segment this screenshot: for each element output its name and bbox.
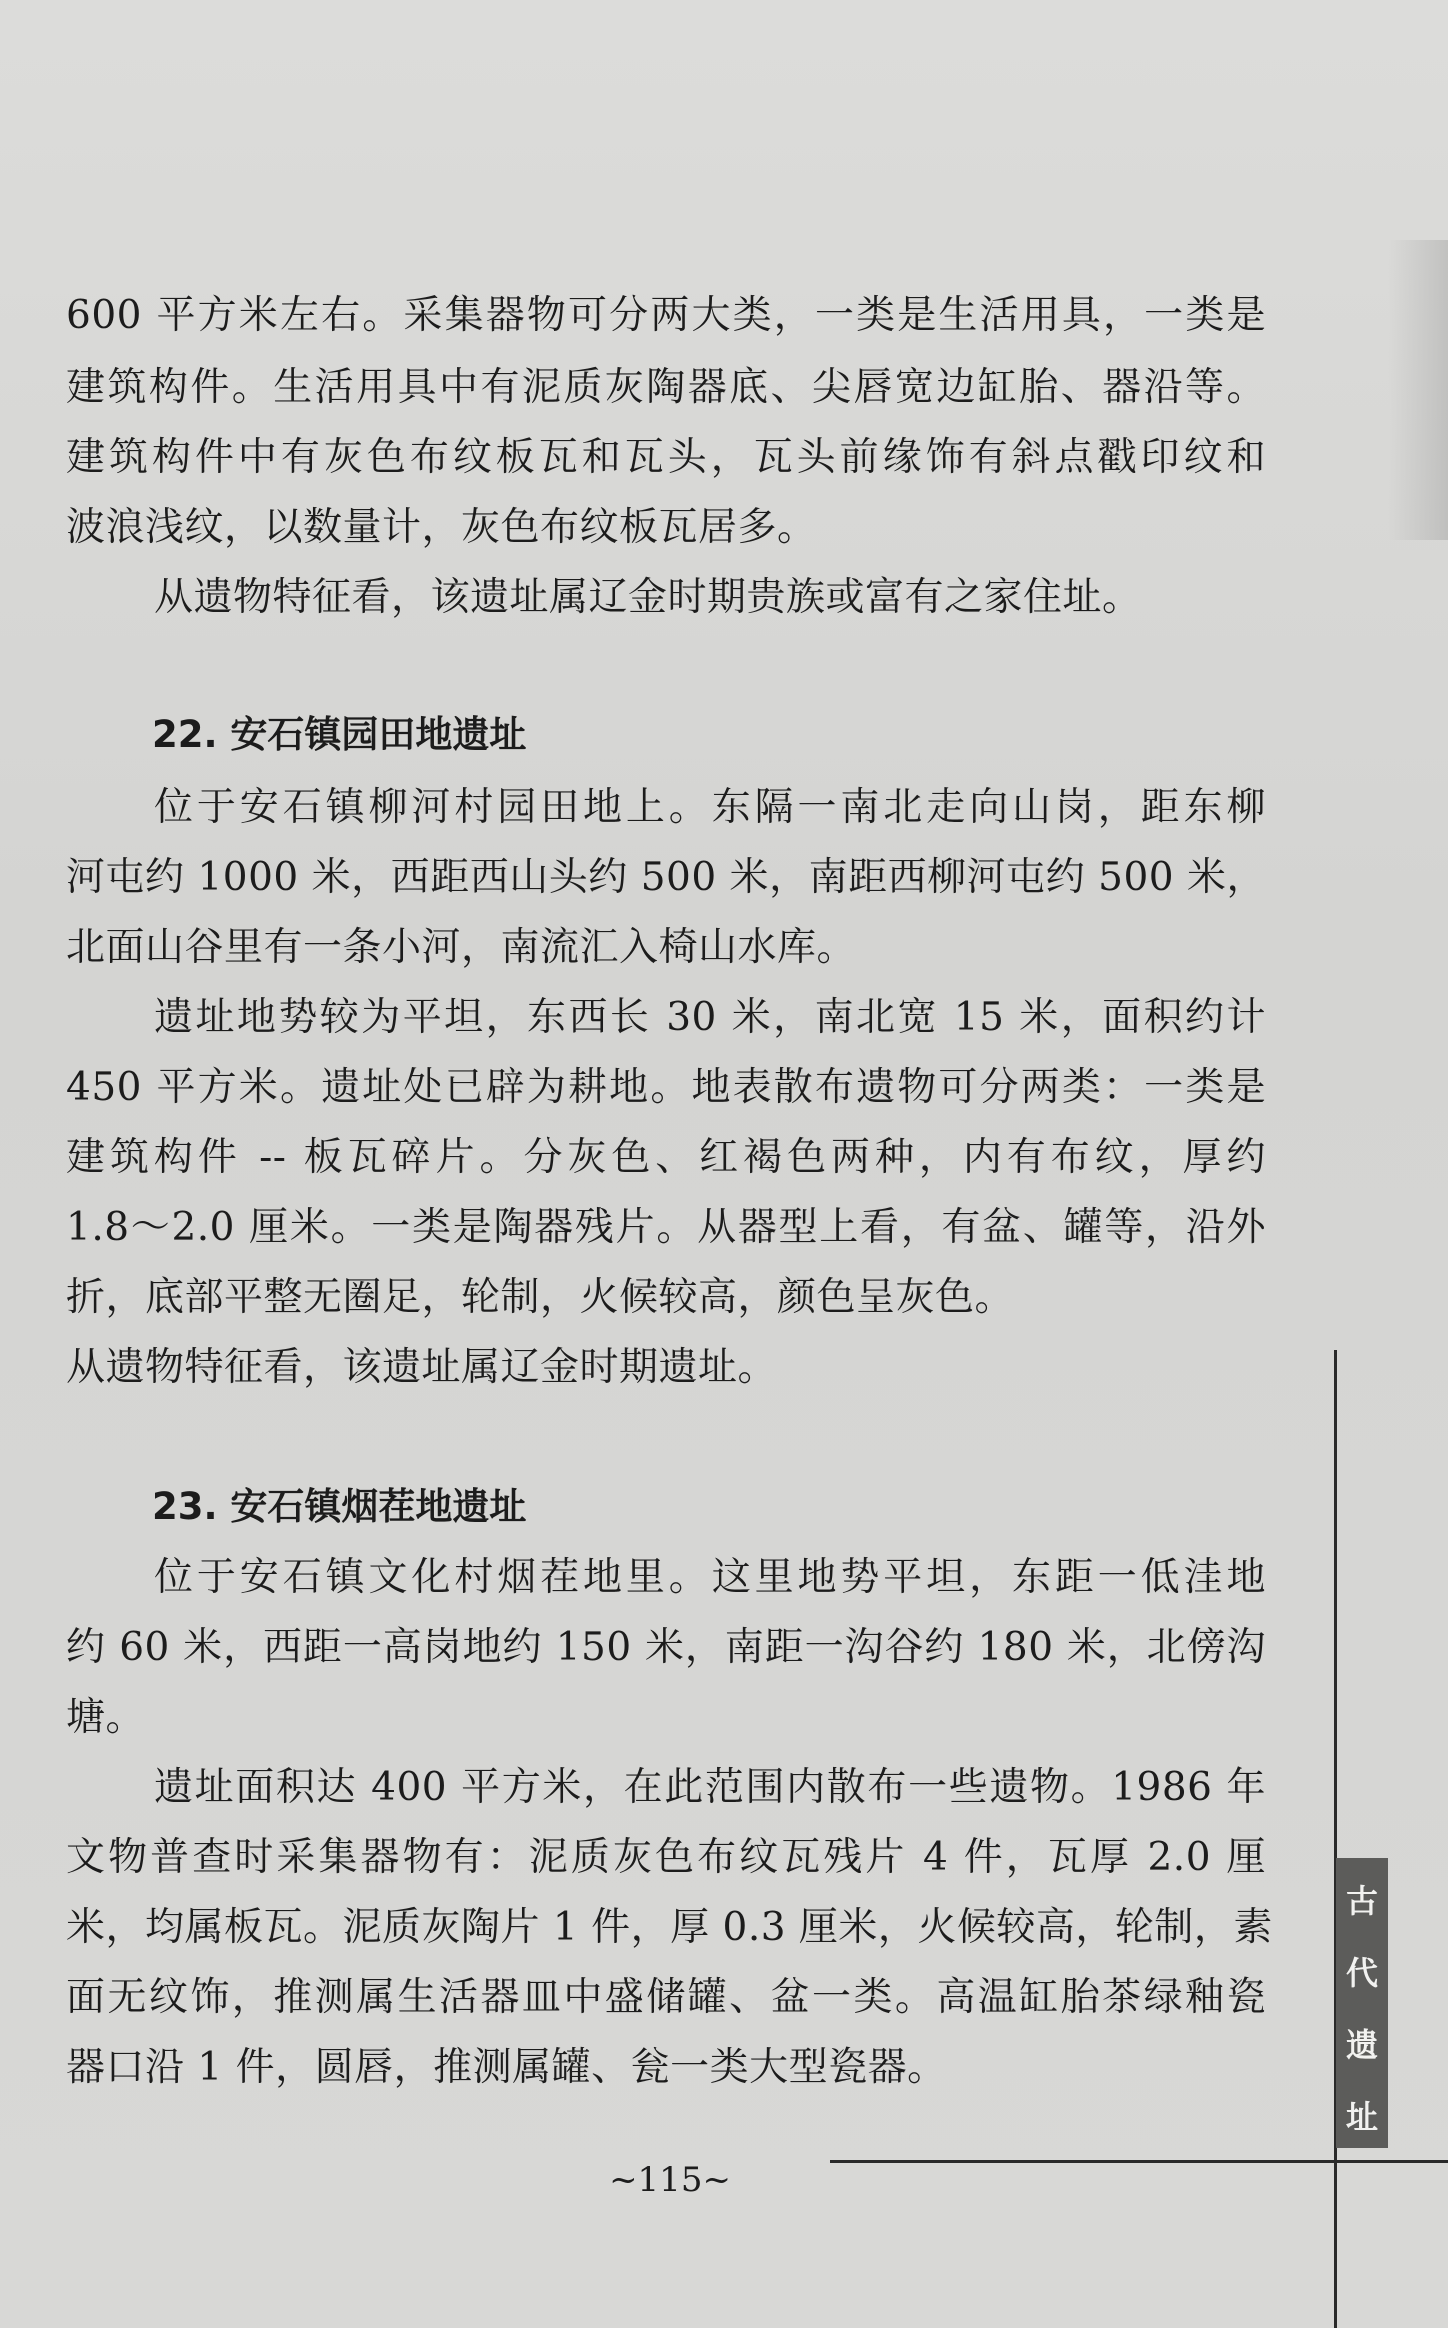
margin-rule-vertical (1334, 1350, 1337, 2328)
text-line: 建筑构件中有灰色布纹板瓦和瓦头，瓦头前缘饰有斜点戳印纹和 (66, 435, 1266, 480)
text-line: 450 平方米。遗址处已辟为耕地。地表散布遗物可分两类：一类是 (66, 1065, 1266, 1110)
text-line: 位于安石镇文化村烟茬地里。这里地势平坦，东距一低洼地 (154, 1555, 1266, 1600)
text-line: 建筑构件 -- 板瓦碎片。分灰色、红褐色两种，内有布纹，厚约 (66, 1135, 1266, 1180)
section-heading: 22. 安石镇园田地遗址 (152, 713, 527, 756)
text-line: 从遗物特征看，该遗址属辽金时期遗址。 (66, 1345, 778, 1390)
chapter-tab-char: 古 (1345, 1882, 1378, 1920)
text-line: 北面山谷里有一条小河，南流汇入椅山水库。 (66, 925, 857, 970)
margin-rule-horizontal (830, 2160, 1448, 2163)
text-line: 约 60 米，西距一高岗地约 150 米，南距一沟谷约 180 米，北傍沟 (66, 1625, 1266, 1670)
page-number: ~115~ (609, 2160, 731, 2200)
text-line: 遗址地势较为平坦，东西长 30 米，南北宽 15 米，面积约计 (154, 995, 1266, 1040)
chapter-tab-char: 代 (1345, 1954, 1378, 1992)
text-line: 从遗物特征看，该遗址属辽金时期贵族或富有之家住址。 (154, 575, 1142, 620)
section-heading: 23. 安石镇烟茬地遗址 (152, 1485, 527, 1528)
text-line: 面无纹饰，推测属生活器皿中盛储罐、盆一类。高温缸胎茶绿釉瓷 (66, 1975, 1266, 2020)
text-line: 建筑构件。生活用具中有泥质灰陶器底、尖唇宽边缸胎、器沿等。 (66, 365, 1266, 410)
text-line: 600 平方米左右。采集器物可分两大类，一类是生活用具，一类是 (66, 293, 1266, 338)
text-line: 遗址面积达 400 平方米，在此范围内散布一些遗物。1986 年 (154, 1765, 1266, 1810)
text-line: 折，底部平整无圈足，轮制，火候较高，颜色呈灰色。 (66, 1275, 1015, 1320)
chapter-tab (1336, 1858, 1388, 2148)
text-line: 文物普查时采集器物有：泥质灰色布纹瓦残片 4 件，瓦厚 2.0 厘 (66, 1835, 1266, 1880)
page-edge-shadow (1388, 240, 1448, 540)
text-line: 河屯约 1000 米，西距西山头约 500 米，南距西柳河屯约 500 米， (66, 855, 1266, 900)
text-line: 塘。 (66, 1695, 146, 1740)
chapter-tab-char: 址 (1345, 2098, 1378, 2136)
text-line: 1.8～2.0 厘米。一类是陶器残片。从器型上看，有盆、罐等，沿外 (66, 1205, 1266, 1250)
text-line: 米，均属板瓦。泥质灰陶片 1 件，厚 0.3 厘米，火候较高，轮制，素 (66, 1905, 1273, 1950)
text-line: 波浪浅纹，以数量计，灰色布纹板瓦居多。 (66, 505, 817, 550)
chapter-tab-char: 遗 (1345, 2026, 1378, 2064)
text-line: 位于安石镇柳河村园田地上。东隔一南北走向山岗，距东柳 (154, 785, 1266, 830)
text-line: 器口沿 1 件，圆唇，推测属罐、瓮一类大型瓷器。 (66, 2045, 947, 2090)
